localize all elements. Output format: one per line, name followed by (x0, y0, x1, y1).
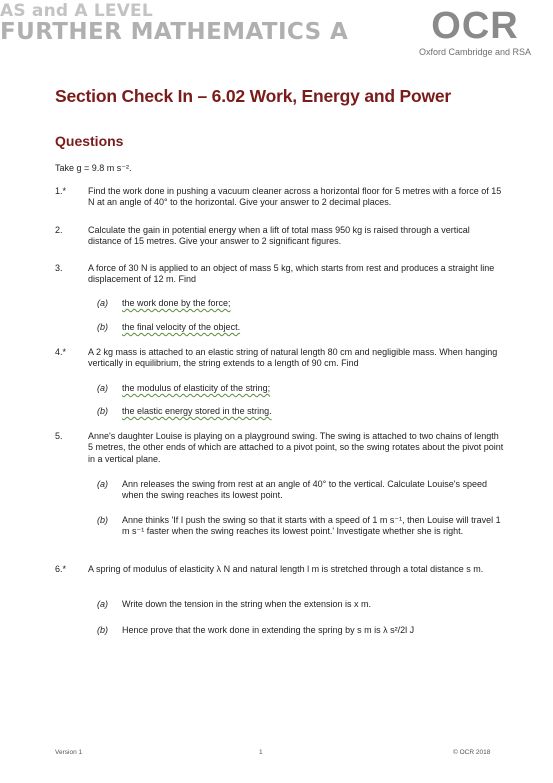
part-text: Write down the tension in the string when the extension is x m. (122, 599, 371, 609)
question-number: 2. (55, 225, 63, 235)
question-number: 6.* (55, 564, 67, 574)
part-label: (a) (97, 298, 108, 308)
part-label: (a) (97, 479, 108, 489)
gravity-note: Take g = 9.8 m s⁻². (55, 163, 132, 173)
question-text: Anne's daughter Louise is playing on a playground swing. The swing is attached to two chains of length 5 metres, the other ends of which are attached to a pivot point, so the swing rotates about the pivot point in a vertical plane. (88, 431, 504, 464)
footer-version: Version 1 (55, 749, 83, 756)
part-text: the modulus of elasticity of the string; (122, 383, 271, 393)
question-number: 3. (55, 263, 63, 273)
questions-heading: Questions (55, 133, 124, 149)
footer-copyright: © OCR 2018 (453, 749, 491, 756)
ocr-logo-word: OCR (431, 5, 519, 47)
part-label: (a) (97, 599, 108, 609)
question-number: 4.* (55, 347, 67, 357)
question-text: Calculate the gain in potential energy when a lift of total mass 950 kg is raised through a vertical distance of 15 metres. Give your answer to 2 significant figures. (88, 225, 470, 247)
part-label: (b) (97, 406, 108, 416)
part-text: Anne thinks 'If I push the swing so that it starts with a speed of 1 m s⁻¹, then Louise will travel 1 m s⁻¹ faster when the swing reaches its lowest point.' Investigate whether she is right. (122, 515, 501, 537)
part-text: Hence prove that the work done in extending the spring by s m is λ s²/2l J (122, 625, 415, 635)
question-number: 5. (55, 431, 63, 441)
ocr-logo (412, 6, 538, 66)
question-text: A 2 kg mass is attached to an elastic string of natural length 80 cm and negligible mass. When hanging vertically in equilibrium, the string extends to a length of 90 cm. Find (88, 347, 498, 369)
question-text: A spring of modulus of elasticity λ N and natural length l m is stretched through a total distance s m. (88, 564, 484, 574)
part-text: Ann releases the swing from rest at an angle of 40° to the vertical. Calculate Louise's speed when the swing reaches its lowest point. (122, 479, 488, 501)
page-title: Section Check In – 6.02 Work, Energy and Power (55, 86, 452, 106)
question-number: 1.* (55, 186, 67, 196)
part-text: the final velocity of the object. (122, 322, 241, 332)
question-text: Find the work done in pushing a vacuum cleaner across a horizontal floor for 5 metres with a force of 15 N at an angle of 40° to the horizontal. Give your answer to 2 decimal places. (88, 186, 502, 208)
question-text: A force of 30 N is applied to an object of mass 5 kg, which starts from rest and produces a straight line displacement of 12 m. Find (88, 263, 495, 285)
part-label: (b) (97, 625, 108, 635)
part-text: the work done by the force; (122, 298, 231, 308)
ocr-logo-subtitle: Oxford Cambridge and RSA (418, 47, 532, 57)
part-label: (a) (97, 383, 108, 393)
footer-page-number: 1 (259, 749, 263, 756)
subject-title: FURTHER MATHEMATICS A (0, 19, 349, 45)
qualification-level: AS and A LEVEL (0, 1, 153, 21)
part-label: (b) (97, 515, 108, 525)
part-text: the elastic energy stored in the string. (122, 406, 272, 416)
part-label: (b) (97, 322, 108, 332)
